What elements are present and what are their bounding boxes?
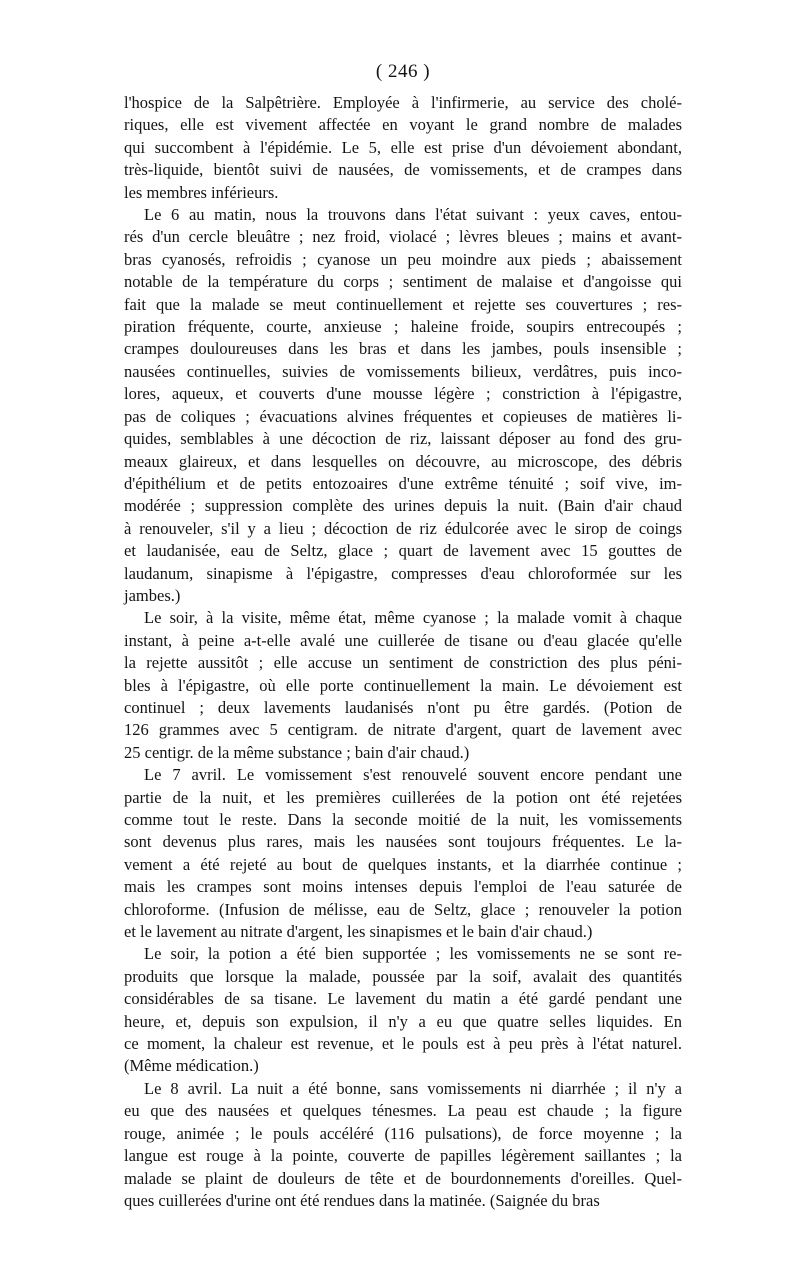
text-line: quides, semblables à une décoction de riz, laissant déposer au fond des gru- (124, 429, 682, 449)
text-line: qui succombent à l'épidémie. Le 5, elle est prise d'un dévoiement abondant, (124, 137, 682, 157)
paragraph (124, 92, 682, 204)
text-line: Le soir, la potion a été bien supportée ; les vomissements ne se sont re- (144, 944, 682, 964)
text-line: et le lavement au nitrate d'argent, les sinapismes et le bain d'air chaud.) (124, 922, 593, 942)
text-line: lores, aqueux, et couverts d'une mousse légère ; constriction à l'épigastre, (124, 384, 682, 404)
text-line: heure, et, depuis son expulsion, il n'y a eu que quatre selles liquides. En (124, 1011, 682, 1031)
text-line: vement a été rejeté au bout de quelques instants, et la diarrhée continue ; (124, 854, 682, 874)
paragraph (124, 764, 682, 943)
text-line: laudanum, sinapisme à l'épigastre, compresses d'eau chloroformée sur les (124, 563, 682, 583)
text-line: Le 6 au matin, nous la trouvons dans l'état suivant : yeux caves, entou- (144, 205, 682, 225)
paragraph (124, 943, 682, 1077)
text-line: nausées continuelles, suivies de vomissements bilieux, verdâtres, puis inco- (124, 361, 682, 381)
book-page (124, 58, 682, 1212)
text-line: (Même médication.) (124, 1056, 259, 1076)
text-line: instant, à peine a-t-elle avalé une cuillerée de tisane ou d'eau glacée qu'elle (124, 630, 682, 650)
text-line: notable de la température du corps ; sentiment de malaise et d'angoisse qui (124, 272, 682, 292)
text-line: à renouveler, s'il y a lieu ; décoction de riz édulcorée avec le sirop de coings (124, 518, 682, 538)
text-line: piration fréquente, courte, anxieuse ; haleine froide, soupirs entrecoupés ; (124, 317, 682, 337)
text-line: crampes douloureuses dans les bras et dans les jambes, pouls insensible ; (124, 339, 682, 359)
text-line: considérables de sa tisane. Le lavement du matin a été gardé pendant une (124, 989, 682, 1009)
text-line: continuel ; deux lavements laudanisés n'ont pu être gardés. (Potion de (124, 697, 682, 717)
text-line: rouge, animée ; le pouls accéléré (116 pulsations), de force moyenne ; la (124, 1123, 682, 1143)
text-line: Le soir, à la visite, même état, même cyanose ; la malade vomit à chaque (144, 608, 682, 628)
text-line: produits que lorsque la malade, poussée par la soif, avalait des quantités (124, 966, 682, 986)
paragraph (124, 1078, 682, 1212)
text-line: malade se plaint de douleurs de tête et de bourdonnements d'oreilles. Quel- (124, 1168, 682, 1188)
text-line: les membres inférieurs. (124, 182, 279, 202)
text-line: Le 8 avril. La nuit a été bonne, sans vomissements ni diarrhée ; il n'y a (144, 1078, 682, 1098)
text-line: l'hospice de la Salpêtrière. Employée à l'infirmerie, au service des cholé- (124, 93, 682, 112)
text-line: partie de la nuit, et les premières cuillerées de la potion ont été rejetées (124, 787, 682, 807)
text-line: eu que des nausées et quelques ténesmes. La peau est chaude ; la figure (124, 1101, 682, 1121)
text-line: rés d'un cercle bleuâtre ; nez froid, violacé ; lèvres bleues ; mains et avant- (124, 227, 682, 247)
text-line: modérée ; suppression complète des urines depuis la nuit. (Bain d'air chaud (124, 496, 682, 516)
text-line: très-liquide, bientôt suivi de nausées, de vomissements, et de crampes dans (124, 160, 682, 180)
page-number: ( 246 ) (375, 61, 431, 82)
text-line: meaux glaireux, et dans lesquelles on découvre, au microscope, des débris (124, 451, 682, 471)
text-line: et laudanisée, eau de Seltz, glace ; quart de lavement avec 15 gouttes de (124, 541, 682, 561)
text-line: Le 7 avril. Le vomissement s'est renouvelé souvent encore pendant une (144, 765, 682, 785)
text-line: mais les crampes sont moins intenses depuis l'emploi de l'eau saturée de (124, 877, 682, 897)
text-line: 25 centigr. de la même substance ; bain d'air chaud.) (124, 742, 470, 762)
text-line: la rejette aussitôt ; elle accuse un sentiment de constriction des plus péni- (124, 653, 682, 673)
text-line: sont devenus plus rares, mais les nausées sont toujours fréquentes. Le la- (124, 832, 682, 852)
text-line: pas de coliques ; évacuations alvines fréquentes et copieuses de matières li- (124, 406, 682, 426)
text-line: ques cuillerées d'urine ont été rendues dans la matinée. (Saignée du bras (124, 1190, 600, 1210)
text-line: ce moment, la chaleur est revenue, et le pouls est à peu près à l'état naturel. (124, 1034, 682, 1054)
text-line: comme tout le reste. Dans la seconde moitié de la nuit, les vomissements (124, 810, 682, 829)
text-line: chloroforme. (Infusion de mélisse, eau de Seltz, glace ; renouveler la potion (124, 899, 682, 919)
paragraph (124, 204, 682, 607)
paragraph (124, 607, 682, 764)
text-line: fait que la malade se meut continuellement et rejette ses couvertures ; res- (124, 294, 682, 314)
text-line: langue est rouge à la pointe, couverte de papilles légèrement saillantes ; la (124, 1146, 682, 1166)
text-line: d'épithélium et de petits entozoaires d'une extrême ténuité ; soif vive, im- (124, 473, 682, 493)
text-line: jambes.) (124, 585, 181, 605)
text-line: riques, elle est vivement affectée en voyant le grand nombre de malades (124, 115, 682, 135)
text-line: 126 grammes avec 5 centigram. de nitrate d'argent, quart de lavement avec (124, 720, 682, 740)
text-line: bras cyanosés, refroidis ; cyanose un peu moindre aux pieds ; abaissement (124, 249, 682, 269)
body-text (124, 92, 682, 1212)
text-line: bles à l'épigastre, où elle porte continuellement la main. Le dévoiement est (124, 675, 682, 695)
